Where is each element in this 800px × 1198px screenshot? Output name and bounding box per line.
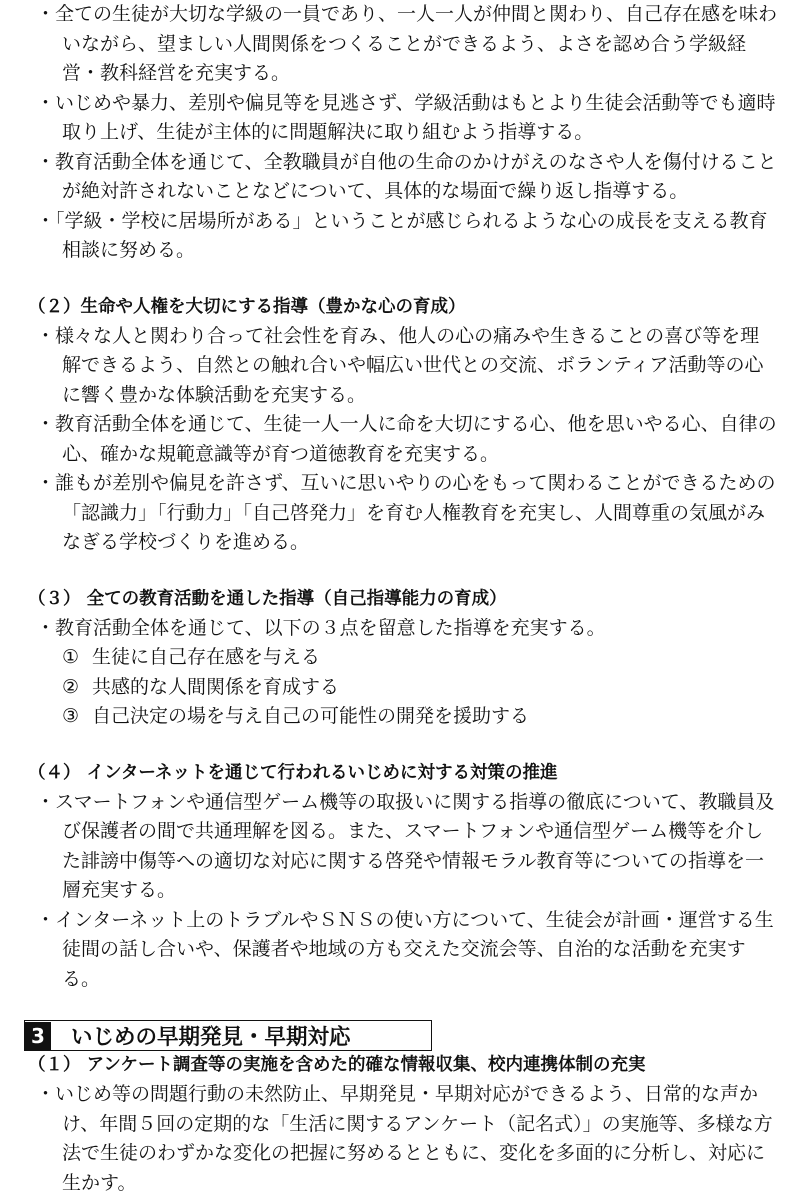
intro-bullet-2: ・いじめや暴力、差別や偏見等を見逃さず、学級活動はもとより生徒会活動等でも適時取り上げ、生徒が主体的に問題解決に取り組むよう指導する。 [36, 91, 776, 143]
chapter-3-sub-heading: （１） アンケート調査等の実施を含めた的確な情報収集、校内連携体制の充実 [28, 1055, 646, 1075]
item-mark: ② [62, 675, 80, 698]
item-mark: ① [62, 646, 80, 668]
chapter-3-bullet: ・いじめ等の問題行動の未然防止、早期発見・早期対応ができるよう、日常的な声かけ、年間５回の定期的な「生活に関するアンケート（記名式）」の実施等、多様な方法で生徒のわずかな変化の把握に努めるとともに、変化を多面的に分析し、対応に生かす。 [36, 1083, 773, 1194]
section-3-heading: （３） 全ての教育活動を通した指導（自己指導能力の育成） [28, 588, 507, 609]
section-2-heading: （２）生命や人権を大切にする指導（豊かな心の育成） [28, 296, 466, 317]
section-4-bullet-2: ・インターネット上のトラブルやＳＮＳの使い方について、生徒会が計画・運営する生徒間の話し合いや、保護者や地域の方も交えた交流会等、自治的な活動を充実する。 [36, 908, 774, 990]
section-2-bullet-2: ・教育活動全体を通じて、生徒一人一人に命を大切にする心、他を思いやる心、自律の心、確かな規範意識等が育つ道徳教育を充実する。 [36, 413, 777, 465]
chapter-title: いじめの早期発見・早期対応 [71, 1025, 351, 1050]
item-text: 生徒に自己存在感を与える [92, 646, 321, 668]
section-4-bullet-1: ・スマートフォンや通信型ゲーム機等の取扱いに関する指導の徹底について、教職員及び保護者の間で共通理解を図る。また、スマートフォンや通信型ゲーム機等を介した誹謗中傷等への適切な対応に関する啓発や情報モラル教育等についての指導を一層充実する。 [36, 790, 775, 901]
item-text: 共感的な人間関係を育成する [92, 675, 340, 698]
section-2-bullet-3: ・誰もが差別や偏見を許さず、互いに思いやりの心をもって関わることができるための「認識力」「行動力」「自己啓発力」を育む人権教育を充実し、人間尊重の気風がみなぎる学校づくりを進める。 [36, 472, 776, 553]
item-text: 自己決定の場を与え自己の可能性の開発を援助する [92, 705, 530, 727]
section-3-item-3 [36, 702, 778, 732]
intro-bullet-4: ・「学級・学校に居場所がある」ということが感じられるような心の成長を支える教育相談に努める。 [36, 209, 768, 261]
chapter-number: 3 [25, 1022, 51, 1050]
section-2-bullet-1: ・様々な人と関わり合って社会性を育み、他人の心の痛みや生きることの喜び等を理解できるよう、自然との触れ合いや幅広い世代との交流、ボランティア活動等の心に響く豊かな体験活動を充実する。 [36, 324, 764, 406]
section-3-item-1 [36, 643, 778, 673]
item-mark: ③ [62, 705, 80, 727]
intro-bullet-1: ・全ての生徒が大切な学級の一員であり、一人一人が仲間と関わり、自己存在感を味わいながら、望ましい人間関係をつくることができるよう、よさを認め合う学級経営・教科経営を充実する。 [36, 3, 778, 84]
section-3-item-2 [36, 673, 778, 703]
section-4-heading: （４） インターネットを通じて行われるいじめに対する対策の推進 [28, 762, 558, 783]
chapter-3-title-box [24, 1020, 432, 1051]
intro-bullet-3: ・教育活動全体を通じて、全教職員が自他の生命のかけがえのなさや人を傷付けることが絶対許されないことなどについて、具体的な場面で繰り返し指導する。 [36, 150, 777, 202]
section-3-bullet: ・教育活動全体を通じて、以下の３点を留意した指導を充実する。 [36, 616, 606, 639]
